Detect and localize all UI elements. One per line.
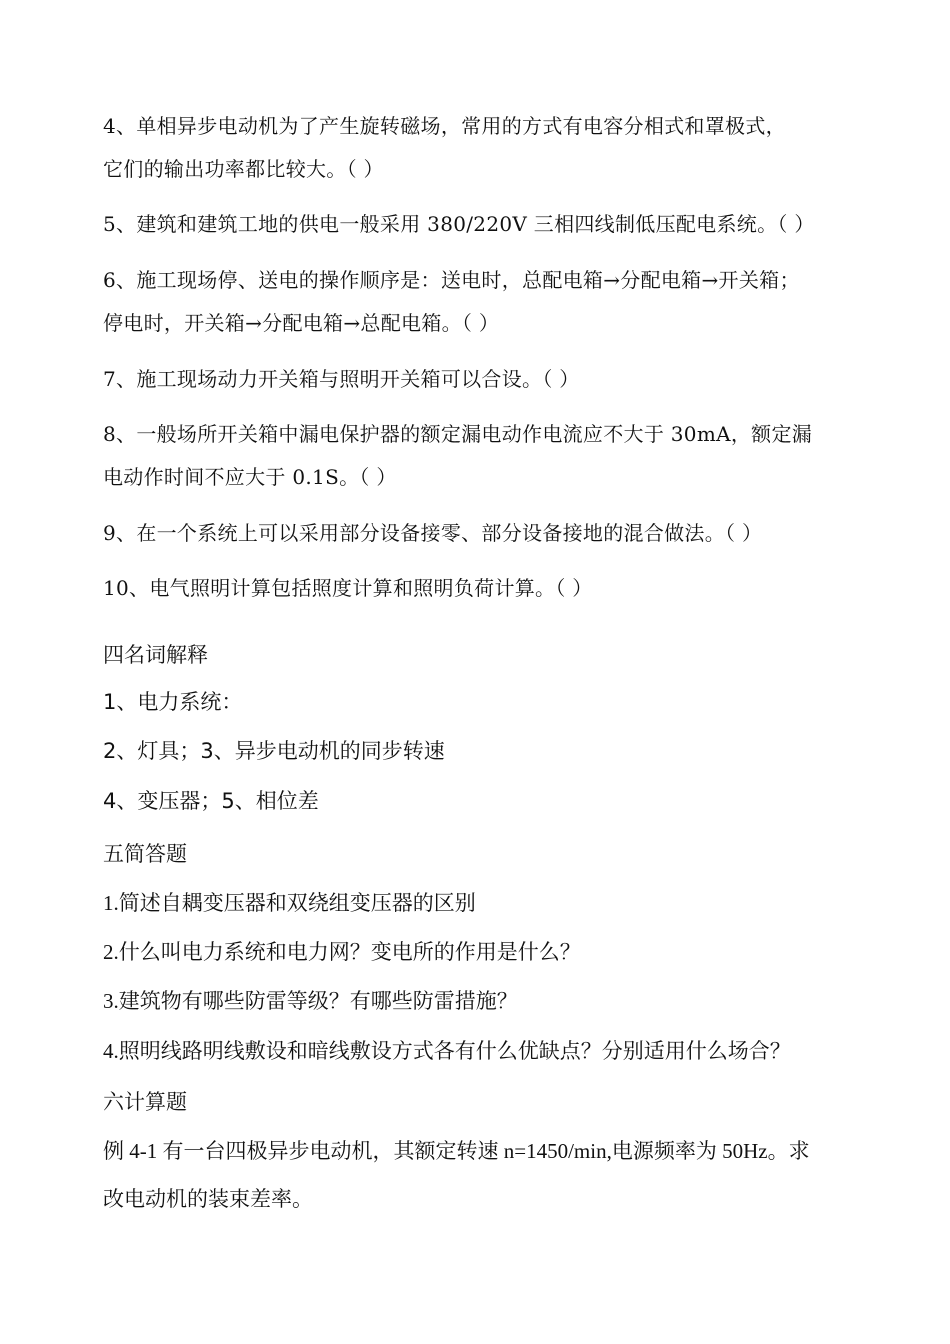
text-line: 10、电气照明计算包括照度计算和照明负荷计算。（ ） bbox=[103, 576, 593, 600]
text-line: 停电时，开关箱→分配电箱→总配电箱。（ ） bbox=[103, 311, 500, 335]
short-answer-item: 3.建筑物有哪些防雷等级？有哪些防雷措施？ bbox=[103, 989, 518, 1013]
short-answer-item: 4.照明线路明线敷设和暗线敷设方式各有什么优缺点？分别适用什么场合？ bbox=[103, 1039, 791, 1063]
section-heading-calculation: 六计算题 bbox=[103, 1090, 187, 1114]
short-answer-item: 2.什么叫电力系统和电力网？变电所的作用是什么？ bbox=[103, 940, 581, 964]
short-answer-item: 1.简述自耦变压器和双绕组变压器的区别 bbox=[103, 891, 476, 915]
section-heading-short-answer: 五简答题 bbox=[103, 842, 187, 866]
term-item: 2、灯具；3、异步电动机的同步转速 bbox=[103, 739, 445, 763]
term-item: 4、变压器；5、相位差 bbox=[103, 789, 319, 813]
text-line: 6、施工现场停、送电的操作顺序是：送电时，总配电箱→分配电箱→开关箱； bbox=[103, 268, 800, 292]
text-line: 5、建筑和建筑工地的供电一般采用 380/220V 三相四线制低压配电系统。（ ） bbox=[103, 212, 815, 236]
term-item: 1、电力系统： bbox=[103, 690, 243, 714]
text-line: 9、在一个系统上可以采用部分设备接零、部分设备接地的混合做法。（ ） bbox=[103, 521, 763, 545]
text-line: 它们的输出功率都比较大。（ ） bbox=[103, 157, 384, 181]
text-line: 4、单相异步电动机为了产生旋转磁场，常用的方式有电容分相式和罩极式， bbox=[103, 114, 786, 138]
section-heading-terms: 四名词解释 bbox=[103, 643, 208, 667]
text-line: 7、施工现场动力开关箱与照明开关箱可以合设。（ ） bbox=[103, 367, 580, 391]
example-line: 改电动机的装束差率。 bbox=[103, 1187, 313, 1211]
example-line: 例 4-1 有一台四极异步电动机，其额定转速 n=1450/min,电源频率为 50Hz。求 bbox=[103, 1139, 810, 1163]
text-line: 8、一般场所开关箱中漏电保护器的额定漏电动作电流应不大于 30mA，额定漏 bbox=[103, 422, 813, 446]
text-line: 电动作时间不应大于 0.1S。（ ） bbox=[103, 465, 397, 489]
